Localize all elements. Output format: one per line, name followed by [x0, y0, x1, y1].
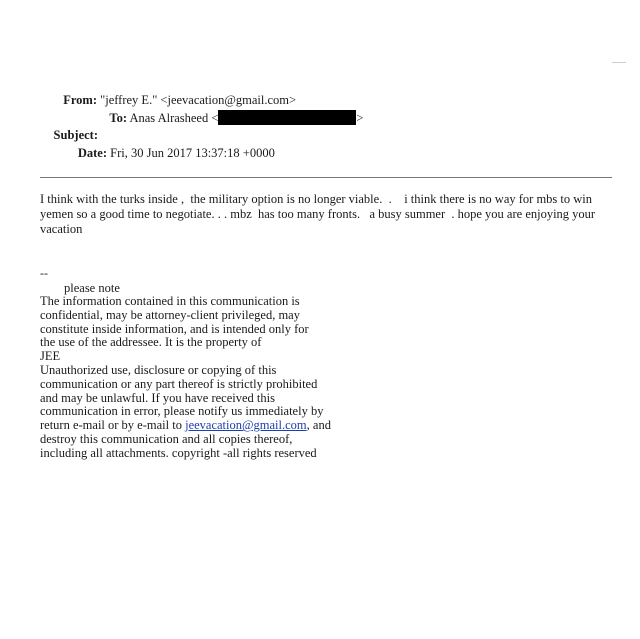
subject-row — [40, 128, 98, 142]
date-row — [40, 146, 275, 160]
header-divider — [40, 177, 612, 178]
disclaimer-line: including all attachments. copyright -all rights reserved — [40, 445, 317, 460]
disclaimer-line: communication in error, please notify us immediately by — [40, 404, 324, 419]
from-label: From: — [63, 93, 97, 107]
disclaimer-line: and may be unlawful. If you have received this — [40, 390, 275, 405]
message-line: vacation — [40, 222, 83, 236]
subject-label: Subject: — [53, 128, 98, 142]
disclaimer-line: Unauthorized use, disclosure or copying of this — [40, 362, 277, 377]
message-body — [40, 192, 620, 237]
disclaimer-return-line — [40, 419, 360, 433]
disclaimer — [40, 295, 360, 461]
disclaimer-line: JEE — [40, 349, 61, 364]
to-row — [40, 110, 363, 125]
to-label: To: — [109, 111, 127, 125]
disclaimer-line: communication or any part thereof is strictly prohibited — [40, 376, 318, 391]
message-line: yemen so a good time to negotiate. . . mbz has too many fronts. a busy summer . hope you are enjoying your — [40, 207, 596, 221]
scan-mark — [612, 62, 626, 63]
to-open-bracket: < — [211, 111, 219, 125]
disclaimer-line: destroy this communication and all copies thereof, — [40, 431, 293, 446]
to-close-bracket: > — [356, 111, 364, 125]
email-link[interactable]: jeevacation@gmail.com — [185, 418, 307, 433]
disclaimer-line: confidential, may be attorney-client privileged, may — [40, 307, 300, 322]
return-prefix: return e-mail or by e-mail to — [40, 418, 186, 433]
to-name: Anas Alrasheed — [129, 111, 209, 125]
signature-separator: -- — [40, 266, 48, 280]
redaction-bar — [218, 110, 356, 125]
disclaimer-line: the use of the addressee. It is the property of — [40, 335, 262, 350]
signature-note: please note — [64, 281, 120, 295]
from-value: "jeffrey E." <jeevacation@gmail.com> — [100, 93, 297, 107]
return-suffix: , and — [306, 418, 331, 433]
date-label: Date: — [77, 146, 107, 160]
disclaimer-line: constitute inside information, and is intended only for — [40, 321, 309, 336]
disclaimer-line: The information contained in this communication is — [40, 294, 300, 308]
message-line: I think with the turks inside , the military option is no longer viable. . i think there is no way for mbs to win — [40, 192, 593, 206]
date-value: Fri, 30 Jun 2017 13:37:18 +0000 — [110, 146, 275, 160]
from-row — [40, 93, 296, 107]
